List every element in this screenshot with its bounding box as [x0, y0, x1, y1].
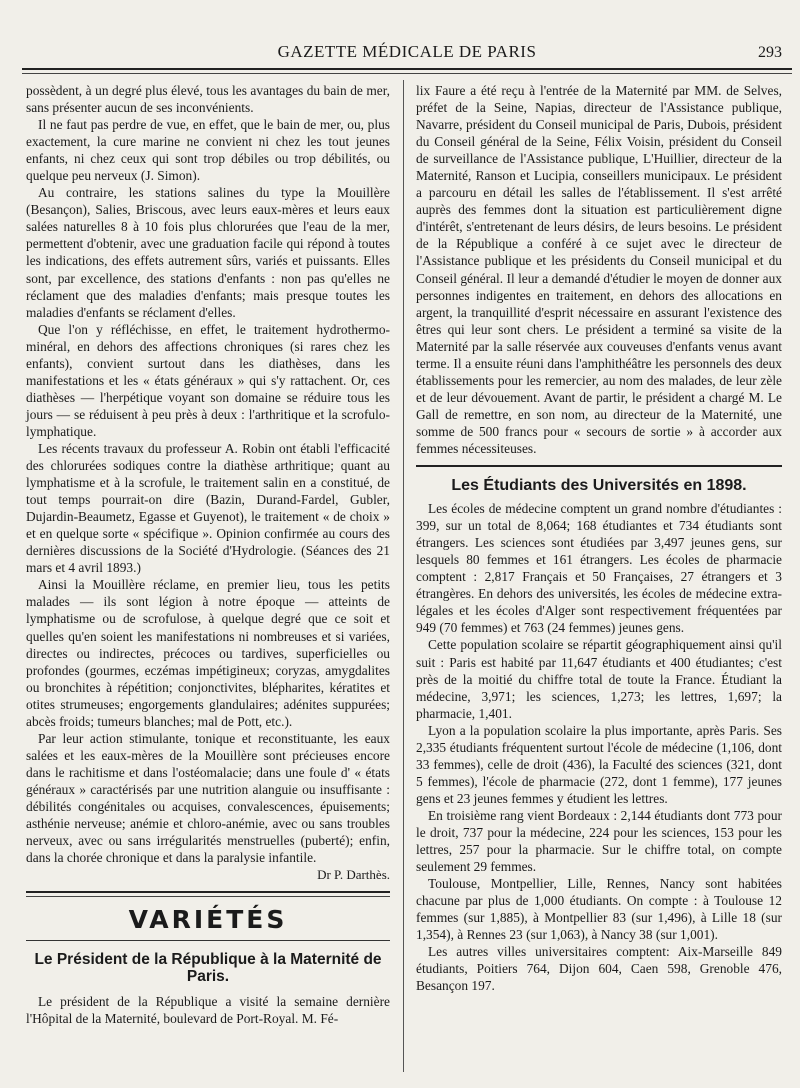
- paragraph: Toulouse, Montpellier, Lille, Rennes, Nancy sont habitées chacune par plus de 1,000 étudiants. On compte : à Toulouse 12 femmes (sur 1,885), à Montpellier 83 (sur 1,496), à Lille 18 (sur 1,354), à Rennes 23 (sur 1,063), à Nancy 38 (sur 1,001).: [416, 876, 782, 943]
- paragraph: Il ne faut pas perdre de vue, en effet, que le bain de mer, ou, plus exactement, la cure marine ne convient ni chez les tout jeunes enfants, ni chez ceux qui sont trop débiles ou trop débilités, ou quelque peu nerveux (J. Simon).: [26, 117, 390, 184]
- paragraph: Le président de la République a visité la semaine dernière l'Hôpital de la Maternité, boulevard de Port-Royal. M. Fé-: [26, 994, 390, 1027]
- paragraph: Lyon a la population scolaire la plus importante, après Paris. Ses 2,335 étudiants fréquentent surtout l'école de médecine (1,106, dont 33 femmes), celle de droit (436), la Faculté des sciences (321, dont 5 femmes), l'école de pharmacie (272, dont 1 femme), 177 jeunes gens et 23 jeunes femmes y étudient les lettres.: [416, 722, 782, 806]
- left-column: [26, 82, 390, 1027]
- paragraph: lix Faure a été reçu à l'entrée de la Maternité par MM. de Selves, préfet de la Seine, Napias, directeur de l'Assistance publique, Navarre, président du Conseil municipal de Paris, Dubois, président du Conseil général de la Seine, Félix Voisin, président du Conseil de surveillance de l'Assistance publique, L'Huillier, directeur de la Maternité, Ranson et Lucipia, conseillers municipaux. Le président a parcouru en détail les salles de l'établissement. Il s'est arrêté auprès des femmes dont la situation est particulièrement digne d'intérêt, s'entretenant de leurs désirs, de leurs besoins. Le président de la République a conféré à ce sujet avec le directeur de l'Assistance publique et les présidents du Conseil municipal et du Conseil général. Il leur a demandé d'étudier le moyen de donner aux personnes indigentes en traitement, en dehors des allocations en argent, la tranquillité d'esprit nécessaire en assurant l'existence des êtres qui leur sont chers. Le président a terminé sa visite de la Maternité par la salle réservée aux couveuses d'enfants venus avant terme. Il a ensuite réuni dans l'amphithéâtre les personnels des deux établissements pour les remercier, au nom des malades, de leur zèle et de leur dévouement. Avant de partir, le président a chargé M. Le Gall de remettre, en son nom, au directeur de la Maternité, une somme de 500 francs pour « secours de sortie » à accorder aux femmes nécessiteuses.: [416, 83, 782, 456]
- right-column: [416, 82, 782, 994]
- page-number: 293: [758, 44, 782, 61]
- article-title: Le Président de la République à la Maternité de Paris.: [34, 951, 382, 986]
- paragraph: Au contraire, les stations salines du type la Mouillère (Besançon), Salies, Briscous, avec leurs eaux-mères et leurs eaux salées naturelles 8 à 10 fois plus chlorurées que l'eau de la mer, permettent d'obtenir, avec une graduation facile qui répond à toutes les indications, des effets autrement sûrs, variés et puissants. Elles sont, par excellence, des stations d'enfants : non pas qu'elles ne réclament que des maladies d'enfants; mais presque toutes les maladies d'enfants se réclament d'elles.: [26, 185, 390, 320]
- section-rule: [26, 891, 390, 893]
- section-title-rule: [26, 940, 390, 941]
- paragraph: Les récents travaux du professeur A. Robin ont établi l'efficacité des chlorurées sodiques contre la diathèse arthritique; quant au lymphatisme et à la scrofule, le traitement salin en a constitué, de tout temps pourrait-on dire (Bazin, Durand-Fardel, Gubler, Dujardin-Beaumetz, Egasse et Guyenot), le traitement « de choix » et en quelque sorte « spécifique ». Opinion confirmée au cours des dernières discussions de la Société d'Hydrologie. (Séances des 21 mars et 4 avril 1893.): [26, 440, 390, 576]
- header-rule: [22, 68, 792, 70]
- paragraph: En troisième rang vient Bordeaux : 2,144 étudiants dont 773 pour le droit, 737 pour la médecine, 224 pour les sciences, 153 pour les lettres, 257 pour la pharmacie. Sur le chiffre total, on compte seulement 29 femmes.: [416, 807, 782, 875]
- page-header: [22, 40, 792, 66]
- column-divider: [403, 80, 404, 1072]
- journal-title: GAZETTE MÉDICALE DE PARIS: [277, 42, 537, 61]
- paragraph: Les autres villes universitaires comptent: Aix-Marseille 849 étudiants, Poitiers 764, Dijon 604, Caen 598, Grenoble 476, Besançon 197.: [416, 944, 782, 994]
- paragraph: Que l'on y réfléchisse, en effet, le traitement hydrothermo-minéral, en dehors des affections chroniques (si rares chez les enfants), convient surtout dans les diathèses, dans les manifestations et les « états généraux » qui s'y rattachent. Or, ces diathèses — l'herpétique voyant son domaine se réduire tous les jours — se réduisent à peu près à deux : l'arthritique et la scrofulo-lymphatique.: [26, 321, 390, 439]
- section-rule-thin: [26, 896, 390, 897]
- paragraph: Cette population scolaire se répartit géographiquement ainsi qu'il suit : Paris est habité par 11,647 étudiants et 400 étudiantes; c'est près de la moitié du chiffre total de toute la France. Étudiant la médecine, 3,971; les sciences, 1,273; les lettres, 1,697; la pharmacie, 1,401.: [416, 637, 782, 721]
- article-rule: [416, 465, 782, 467]
- paragraph: possèdent, à un degré plus élevé, tous les avantages du bain de mer, sans présenter aucun de ses inconvénients.: [26, 83, 390, 116]
- paragraph: Les écoles de médecine comptent un grand nombre d'étudiantes : 399, sur un total de 8,064; 168 étudiantes et 734 étudiants sont étrangers. Les sciences sont étudiées par 3,497 jeunes gens, sur lesquels 80 femmes et 161 étrangers. Les écoles de pharmacie comptent : 2,817 Français et 50 Françaises, 27 étrangers et 3 étrangères. En dehors des universités, les écoles de médecine extra-légales et les écoles d'Alger sont respectivement fréquentées par 949 (70 femmes) et 763 (24 femmes) jeunes gens.: [416, 501, 782, 636]
- paragraph: Par leur action stimulante, tonique et reconstituante, les eaux salées et les eaux-mères de la Mouillère sont précieuses encore dans le rachitisme et dans l'ostéomalacie; dans une foule d' « états généraux » caractérisés par une nutrition alanguie ou insuffisante : débilités congénitales ou acquises, convalescences, épuisements; asthénie nerveuse; anémie et chloro-anémie, avec ou sans troubles nerveux, avec ou sans irrégularités menstruelles (puberté); enfin, dans la chorée chronique et dans la paralysie infantile.: [26, 730, 390, 866]
- paragraph: Ainsi la Mouillère réclame, en premier lieu, tous les petits malades — ils sont légion à notre époque — atteints de lymphatisme ou de scrofulose, à quelque degré que ce soit et quelles qu'en soient les manifestations ni nombreuses et si variées, directes ou indirectes, précoces ou tardives, superficielles ou profondes (gourmes, eczémas impétigineux; coryzas, amygdalites ou bronchites à répétition; conjonctivites, blépharites, kératites et otites strumeuses; engorgements glandulaires; adénites suppurées; abcès froids; tumeurs blanches; mal de Pott, etc.).: [26, 577, 390, 729]
- author-signature: Dr P. Darthès.: [317, 867, 390, 883]
- article-title: Les Étudiants des Universités en 1898.: [451, 477, 747, 495]
- section-title: VARIÉTÉS: [128, 905, 288, 935]
- header-rule-thin: [22, 73, 792, 74]
